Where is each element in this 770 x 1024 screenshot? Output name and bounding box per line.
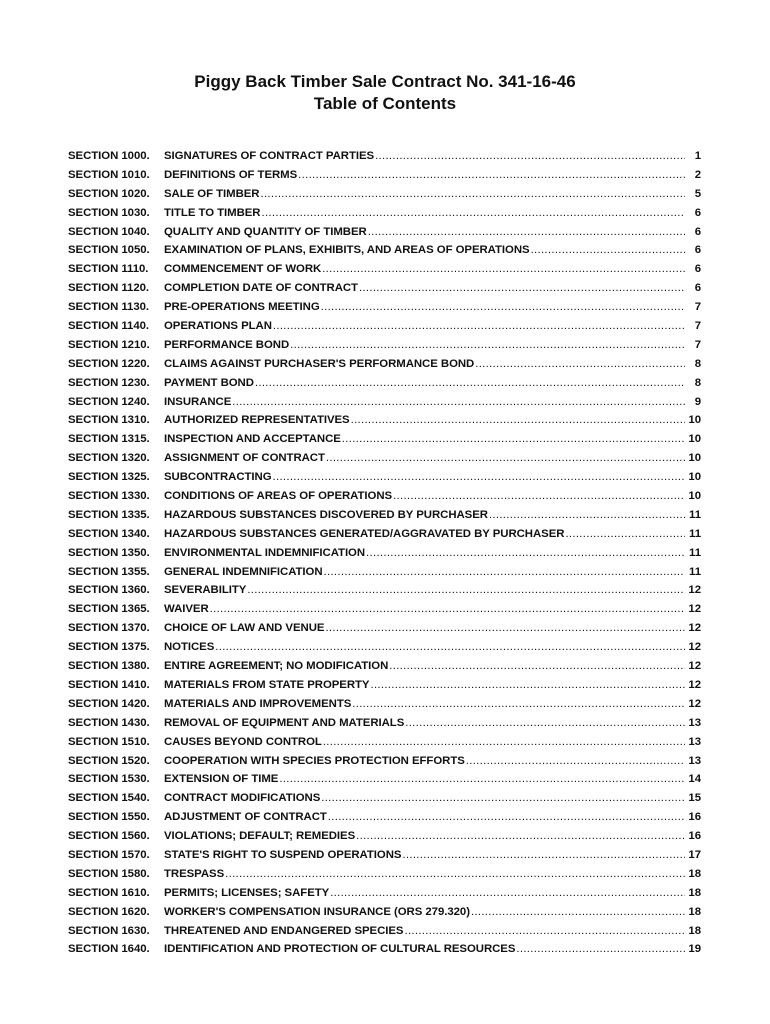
toc-entry[interactable] — [68, 792, 701, 811]
toc-section-title: SIGNATURES OF CONTRACT PARTIES — [164, 150, 375, 162]
toc-section-title: THREATENED AND ENDANGERED SPECIES — [164, 924, 404, 937]
toc-section-number: SECTION 1335. — [68, 508, 150, 521]
toc-page-number: 6 — [694, 263, 701, 276]
toc-section-title: NOTICES — [164, 641, 215, 654]
toc-entry[interactable] — [68, 169, 701, 188]
toc-dot-leader — [389, 660, 685, 672]
toc-section-title: GENERAL INDEMNIFICATION — [164, 565, 323, 578]
toc-page-number: 2 — [694, 168, 701, 181]
toc-page-number: 7 — [694, 320, 701, 333]
toc-section-number: SECTION 1530. — [68, 773, 150, 786]
toc-page-number: 7 — [694, 301, 701, 314]
toc-section-number: SECTION 1420. — [68, 697, 150, 710]
toc-section-number: SECTION 1120. — [68, 282, 150, 295]
toc-section-number: SECTION 1570. — [68, 848, 150, 861]
toc-dot-leader — [247, 584, 685, 596]
toc-section-title: SALE OF TIMBER — [164, 187, 260, 200]
toc-page-number: 13 — [688, 754, 701, 767]
toc-page-number: 18 — [688, 886, 701, 899]
toc-page-number: 6 — [694, 282, 701, 295]
toc-entry[interactable] — [68, 339, 701, 358]
toc-page-number: 12 — [688, 603, 701, 616]
toc-section-title: EXTENSION OF TIME — [164, 773, 279, 786]
toc-entry[interactable] — [68, 528, 701, 547]
toc-entry[interactable] — [68, 263, 701, 282]
toc-dot-leader — [352, 698, 685, 710]
toc-dot-leader — [323, 736, 685, 748]
toc-section-title: PERMITS; LICENSES; SAFETY — [164, 886, 330, 899]
toc-section-title: SUBCONTRACTING — [164, 471, 272, 484]
toc-section-number: SECTION 1130. — [68, 301, 150, 314]
toc-dot-leader — [375, 150, 685, 162]
toc-section-number: SECTION 1240. — [68, 395, 150, 408]
toc-dot-leader — [232, 396, 685, 408]
toc-dot-leader — [466, 755, 685, 767]
toc-entry[interactable] — [68, 830, 701, 849]
toc-page-number: 18 — [688, 924, 701, 937]
toc-entry[interactable] — [68, 244, 701, 263]
toc-dot-leader — [516, 943, 685, 955]
toc-entry[interactable] — [68, 414, 701, 433]
toc-section-title: CLAIMS AGAINST PURCHASER'S PERFORMANCE BOND — [164, 357, 475, 370]
toc-dot-leader — [393, 490, 685, 502]
toc-section-number: SECTION 1030. — [68, 206, 150, 219]
toc-section-number: SECTION 1310. — [68, 414, 150, 427]
toc-page-number: 12 — [688, 641, 701, 654]
toc-section-number: SECTION 1630. — [68, 924, 150, 937]
toc-section-number: SECTION 1610. — [68, 886, 150, 899]
toc-entry[interactable] — [68, 490, 701, 509]
toc-dot-leader — [290, 339, 685, 351]
toc-section-title: VIOLATIONS; DEFAULT; REMEDIES — [164, 830, 356, 843]
toc-section-number: SECTION 1410. — [68, 678, 150, 691]
toc-section-title: HAZARDOUS SUBSTANCES GENERATED/AGGRAVATED BY PURCHASER — [164, 527, 565, 540]
toc-section-number: SECTION 1430. — [68, 716, 150, 729]
toc-dot-leader — [298, 169, 685, 181]
toc-dot-leader — [324, 566, 685, 578]
toc-page-number: 9 — [694, 395, 701, 408]
toc-section-number: SECTION 1360. — [68, 584, 150, 597]
toc-page-number: 18 — [688, 905, 701, 918]
toc-entry[interactable] — [68, 736, 701, 755]
toc-dot-leader — [322, 263, 685, 275]
toc-page-number: 13 — [688, 716, 701, 729]
toc-dot-leader — [489, 509, 685, 521]
toc-entry[interactable] — [68, 641, 701, 660]
toc-section-title: OPERATIONS PLAN — [164, 320, 272, 333]
toc-page-number: 11 — [689, 565, 701, 578]
toc-section-title: STATE'S RIGHT TO SUSPEND OPERATIONS — [164, 848, 402, 861]
document-subtitle: Table of Contents — [313, 94, 457, 113]
toc-section-number: SECTION 1325. — [68, 471, 150, 484]
toc-section-title: CONDITIONS OF AREAS OF OPERATIONS — [164, 490, 393, 503]
toc-page-number: 11 — [689, 527, 701, 540]
toc-section-title: PRE-OPERATIONS MEETING — [164, 301, 320, 314]
toc-section-title: INSURANCE — [164, 395, 232, 408]
toc-dot-leader — [255, 377, 685, 389]
toc-entry[interactable] — [68, 433, 701, 452]
toc-entry[interactable] — [68, 925, 701, 944]
toc-section-number: SECTION 1010. — [68, 168, 150, 181]
toc-page-number: 7 — [694, 338, 701, 351]
toc-dot-leader — [356, 830, 685, 842]
toc-section-title: REMOVAL OF EQUIPMENT AND MATERIALS — [164, 716, 405, 729]
toc-page-number: 12 — [688, 697, 701, 710]
toc-section-number: SECTION 1540. — [68, 792, 150, 805]
toc-dot-leader — [531, 244, 685, 256]
toc-section-number: SECTION 1000. — [68, 150, 150, 162]
toc-section-title: COOPERATION WITH SPECIES PROTECTION EFFORTS — [164, 754, 465, 767]
toc-section-number: SECTION 1375. — [68, 641, 150, 654]
toc-entry[interactable] — [68, 547, 701, 566]
toc-section-title: ENVIRONMENTAL INDEMNIFICATION — [164, 546, 366, 559]
toc-section-number: SECTION 1040. — [68, 225, 150, 238]
toc-section-number: SECTION 1550. — [68, 811, 150, 824]
toc-section-title: COMMENCEMENT OF WORK — [164, 263, 322, 276]
toc-dot-leader — [359, 282, 685, 294]
toc-section-number: SECTION 1220. — [68, 357, 150, 370]
toc-section-title: PERFORMANCE BOND — [164, 338, 290, 351]
toc-section-title: CONTRACT MODIFICATIONS — [164, 792, 321, 805]
toc-page-number: 10 — [688, 414, 701, 427]
toc-dot-leader — [370, 679, 685, 691]
toc-section-number: SECTION 1230. — [68, 376, 150, 389]
toc-section-number: SECTION 1020. — [68, 187, 150, 200]
toc-section-number: SECTION 1315. — [68, 433, 150, 446]
toc-page-number: 10 — [688, 490, 701, 503]
toc-page-number: 15 — [688, 792, 701, 805]
toc-dot-leader — [279, 773, 685, 785]
toc-page-number: 14 — [688, 773, 701, 786]
toc-section-title: CAUSES BEYOND CONTROL — [164, 735, 322, 748]
toc-entry[interactable] — [68, 207, 701, 226]
toc-page-number: 12 — [688, 584, 701, 597]
toc-dot-leader — [330, 887, 685, 899]
toc-dot-leader — [402, 849, 685, 861]
toc-page-number: 19 — [688, 943, 701, 956]
toc-section-number: SECTION 1560. — [68, 830, 150, 843]
toc-entry[interactable] — [68, 755, 701, 774]
toc-section-title: HAZARDOUS SUBSTANCES DISCOVERED BY PURCHASER — [164, 508, 488, 521]
toc-entry[interactable] — [68, 679, 701, 698]
toc-section-number: SECTION 1050. — [68, 244, 150, 257]
toc-entry[interactable] — [68, 811, 701, 830]
toc-section-title: ASSIGNMENT OF CONTRACT — [164, 452, 325, 465]
toc-dot-leader — [262, 207, 686, 219]
toc-section-title: MATERIALS FROM STATE PROPERTY — [164, 678, 370, 691]
toc-section-number: SECTION 1110. — [68, 263, 149, 276]
toc-page-number: 11 — [689, 546, 701, 559]
toc-page-number: 1 — [694, 150, 701, 162]
toc-entry[interactable] — [68, 868, 701, 887]
toc-dot-leader — [351, 414, 685, 426]
toc-section-number: SECTION 1580. — [68, 867, 150, 880]
toc-section-title: TRESPASS — [164, 867, 225, 880]
toc-entry[interactable] — [68, 660, 701, 679]
toc-section-title: DEFINITIONS OF TERMS — [164, 168, 298, 181]
toc-section-number: SECTION 1330. — [68, 490, 150, 503]
toc-dot-leader — [342, 433, 685, 445]
toc-dot-leader — [321, 301, 685, 313]
toc-section-title: COMPLETION DATE OF CONTRACT — [164, 282, 358, 295]
toc-section-title: TITLE TO TIMBER — [164, 206, 261, 219]
toc-section-number: SECTION 1140. — [68, 320, 150, 333]
toc-page-number: 10 — [688, 433, 701, 446]
toc-entry[interactable] — [68, 887, 701, 906]
toc-section-title: INSPECTION AND ACCEPTANCE — [164, 433, 341, 446]
toc-entry[interactable] — [68, 396, 701, 415]
toc-page-number: 6 — [694, 225, 701, 238]
toc-dot-leader — [475, 358, 685, 370]
toc-entry[interactable] — [68, 906, 701, 925]
toc-section-number: SECTION 1340. — [68, 527, 150, 540]
toc-page-number: 12 — [688, 660, 701, 673]
toc-section-title: SEVERABILITY — [164, 584, 247, 597]
toc-entry[interactable] — [68, 566, 701, 585]
toc-dot-leader — [261, 188, 686, 200]
title-block — [0, 71, 770, 115]
toc-section-number: SECTION 1380. — [68, 660, 150, 673]
toc-section-number: SECTION 1210. — [68, 338, 150, 351]
toc-entry[interactable] — [68, 584, 701, 603]
toc-dot-leader — [328, 811, 685, 823]
toc-page-number: 6 — [694, 244, 701, 257]
toc-page-number: 12 — [688, 678, 701, 691]
toc-dot-leader — [366, 547, 685, 559]
toc-page-number: 6 — [694, 206, 701, 219]
toc-section-title: PAYMENT BOND — [164, 376, 254, 389]
toc-section-title: ENTIRE AGREEMENT; NO MODIFICATION — [164, 660, 389, 673]
toc-dot-leader — [368, 226, 685, 238]
toc-page-number: 8 — [694, 357, 701, 370]
toc-dot-leader — [325, 622, 685, 634]
toc-section-title: IDENTIFICATION AND PROTECTION OF CULTURAL RESOURCES — [164, 943, 516, 956]
toc-entry[interactable] — [68, 282, 701, 301]
toc-dot-leader — [405, 717, 685, 729]
toc-dot-leader — [404, 925, 685, 937]
toc-page-number: 17 — [688, 848, 701, 861]
toc-dot-leader — [210, 603, 685, 615]
toc-entry[interactable] — [68, 301, 701, 320]
toc-page-number: 5 — [694, 187, 701, 200]
toc-section-number: SECTION 1320. — [68, 452, 150, 465]
toc-entry[interactable] — [68, 943, 701, 962]
toc-dot-leader — [273, 320, 685, 332]
toc-dot-leader — [326, 452, 685, 464]
toc-section-title: EXAMINATION OF PLANS, EXHIBITS, AND AREAS OF OPERATIONS — [164, 244, 530, 257]
toc-entry[interactable] — [68, 509, 701, 528]
toc-section-title: ADJUSTMENT OF CONTRACT — [164, 811, 327, 824]
toc-section-number: SECTION 1510. — [68, 735, 150, 748]
toc-entry[interactable] — [68, 226, 701, 245]
toc-section-title: QUALITY AND QUANTITY OF TIMBER — [164, 225, 367, 238]
document-title: Piggy Back Timber Sale Contract No. 341-16-46 — [194, 72, 576, 91]
toc-dot-leader — [215, 641, 685, 653]
toc-entry[interactable] — [68, 358, 701, 377]
toc-page-number: 8 — [694, 376, 701, 389]
toc-section-title: AUTHORIZED REPRESENTATIVES — [164, 414, 350, 427]
toc-page-number: 12 — [688, 622, 701, 635]
toc-entry[interactable] — [68, 377, 701, 396]
toc-page-number: 10 — [688, 452, 701, 465]
toc-page-number: 16 — [688, 830, 701, 843]
toc-page-number: 13 — [688, 735, 701, 748]
toc-entry[interactable] — [68, 698, 701, 717]
toc-page-number: 10 — [688, 471, 701, 484]
toc-dot-leader — [565, 528, 685, 540]
toc-dot-leader — [273, 471, 685, 483]
toc-page-number: 11 — [689, 508, 701, 521]
toc-entry[interactable] — [68, 188, 701, 207]
toc-dot-leader — [321, 792, 685, 804]
toc-section-number: SECTION 1620. — [68, 905, 150, 918]
toc-dot-leader — [471, 906, 685, 918]
toc-entry[interactable] — [68, 773, 701, 792]
toc-section-number: SECTION 1370. — [68, 622, 150, 635]
toc-entry[interactable] — [68, 452, 701, 471]
toc-section-title: CHOICE OF LAW AND VENUE — [164, 622, 325, 635]
toc-section-number: SECTION 1355. — [68, 565, 150, 578]
toc-section-number: SECTION 1365. — [68, 603, 150, 616]
table-of-contents — [68, 150, 701, 962]
toc-page-number: 16 — [688, 811, 701, 824]
toc-entry[interactable] — [68, 603, 701, 622]
toc-dot-leader — [225, 868, 685, 880]
toc-entry[interactable] — [68, 717, 701, 736]
toc-page-number: 18 — [688, 867, 701, 880]
toc-entry[interactable] — [68, 849, 701, 868]
toc-section-title: MATERIALS AND IMPROVEMENTS — [164, 697, 352, 710]
toc-entry[interactable] — [68, 622, 701, 641]
toc-section-number: SECTION 1350. — [68, 546, 150, 559]
toc-section-title: WORKER'S COMPENSATION INSURANCE (ORS 279.320) — [164, 905, 470, 918]
toc-entry[interactable] — [68, 471, 701, 490]
toc-section-number: SECTION 1520. — [68, 754, 150, 767]
toc-section-number: SECTION 1640. — [68, 943, 150, 956]
toc-entry[interactable] — [68, 320, 701, 339]
toc-entry[interactable] — [68, 150, 701, 169]
toc-section-title: WAIVER — [164, 603, 209, 616]
